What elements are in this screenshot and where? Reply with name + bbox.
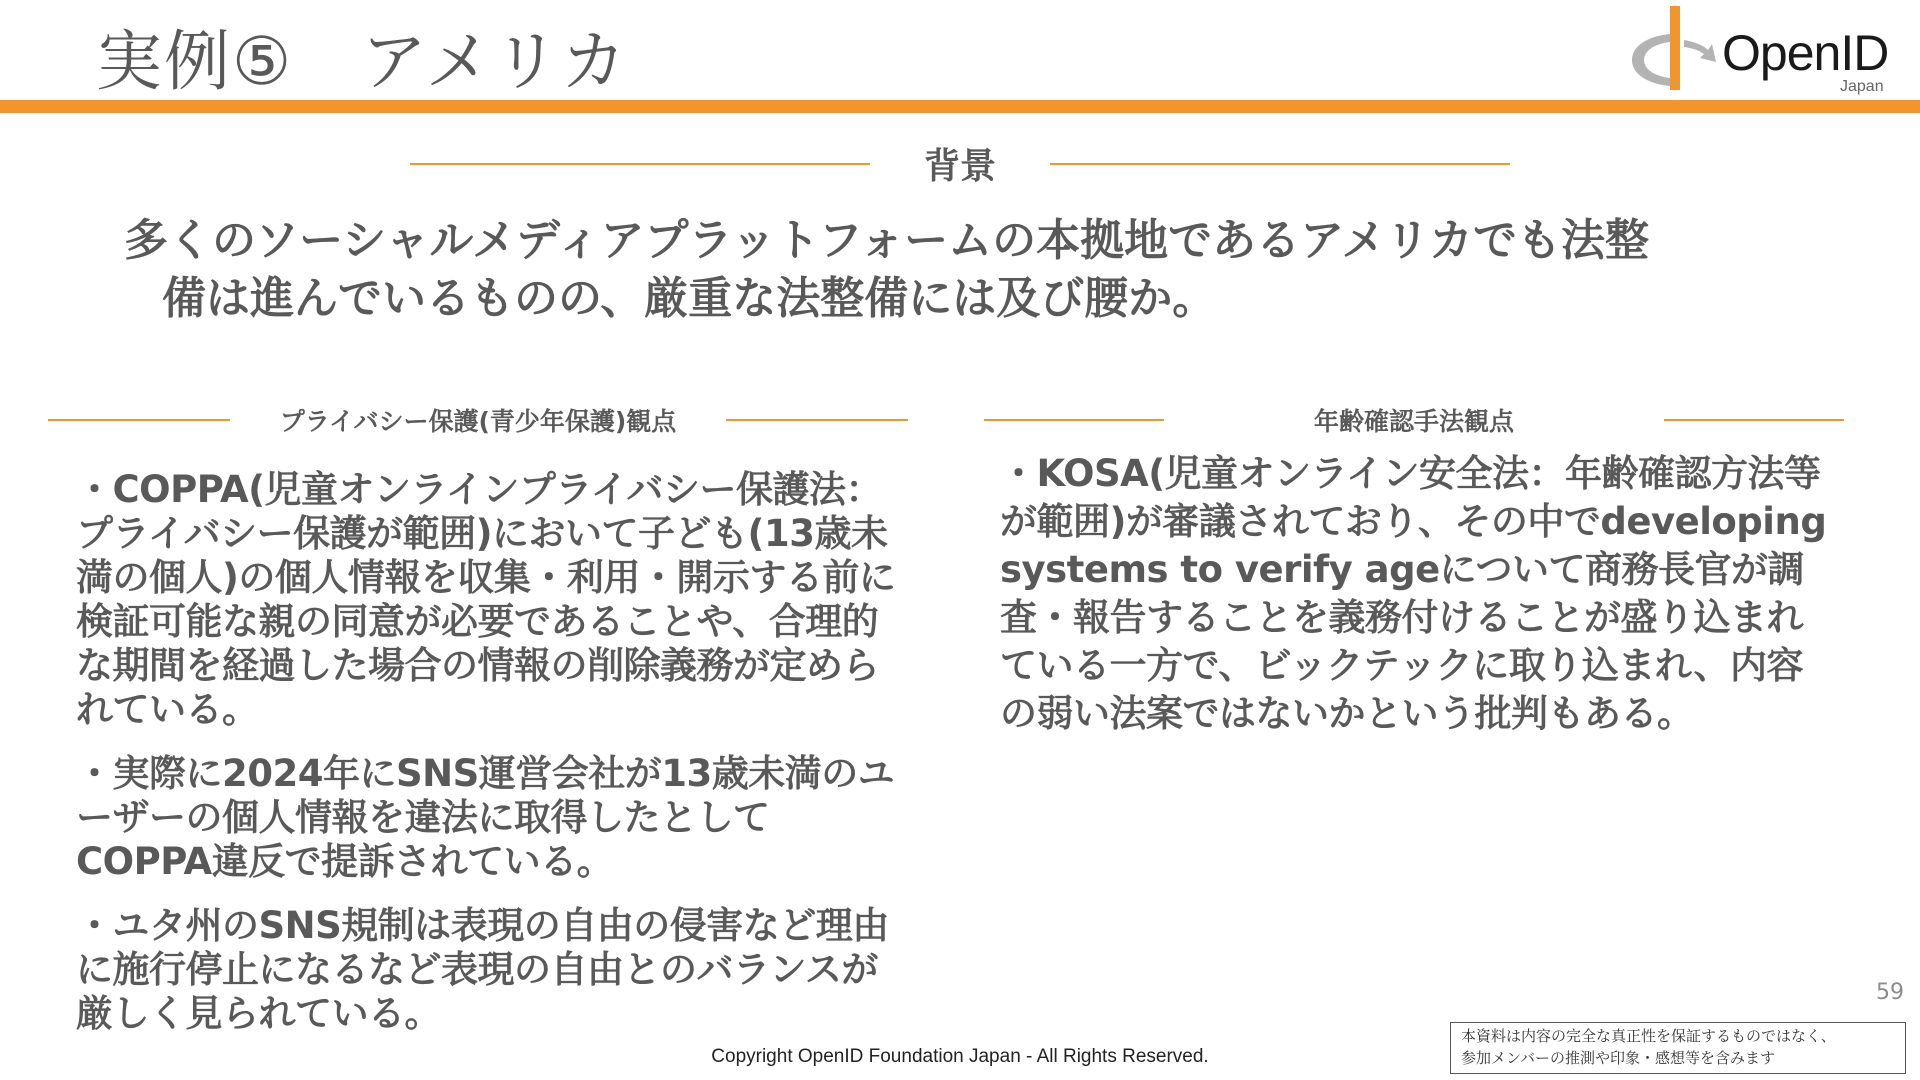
background-text xyxy=(124,212,1824,328)
logo-subtext: Japan xyxy=(1840,78,1884,95)
slide-title: 実例⑤ アメリカ xyxy=(96,23,629,100)
left-column-heading-label: プライバシー保護(青少年保護)観点 xyxy=(279,407,677,436)
right-column-heading xyxy=(984,402,1844,438)
page-number: 59 xyxy=(1876,980,1904,1005)
left-column-text xyxy=(76,468,896,1056)
openid-logo-icon xyxy=(1618,4,1728,96)
title-underline-bar xyxy=(0,100,1920,113)
background-heading-label: 背景 xyxy=(923,146,996,187)
copyright: Copyright OpenID Foundation Japan - All Rights Reserved. xyxy=(711,1046,1209,1067)
background-text-line1: 多くのソーシャルメディアプラットフォームの本拠地であるアメリカでも法整 xyxy=(124,215,1650,266)
disclaimer-line: 参加メンバーの推測や印象・感想等を含みます xyxy=(1461,1049,1775,1067)
right-column-text xyxy=(1000,450,1830,758)
heading-rule-left xyxy=(48,419,230,421)
heading-rule-left xyxy=(984,419,1164,421)
background-heading xyxy=(410,138,1510,189)
left-column-heading xyxy=(48,402,908,438)
heading-rule-right xyxy=(1050,163,1510,165)
heading-rule-right xyxy=(1664,419,1844,421)
background-text-line2: 備は進んでいるものの、厳重な法整備には及び腰か。 xyxy=(162,273,1217,324)
openid-logo xyxy=(1618,4,1898,96)
right-column-heading-label: 年齢確認手法観点 xyxy=(1313,407,1514,436)
list-item: ・ユタ州のSNS規制は表現の自由の侵害など理由に施行停止になるなど表現の自由とのバランスが厳しく見られている。 xyxy=(76,904,889,1035)
list-item: ・KOSA(児童オンライン安全法：年齢確認方法等が範囲)が審議されており、その中でdeveloping systems to verify ageについて商務長官が調査・報告することを義務付けることが盛り込まれている一方で、ビックテックに取り込まれ、内容の弱い法案ではないかという批判もある。 xyxy=(1000,452,1827,735)
heading-rule-right xyxy=(726,419,908,421)
logo-text: OpenID xyxy=(1722,25,1889,81)
disclaimer-line: 本資料は内容の完全な真正性を保証するものではなく、 xyxy=(1461,1027,1836,1045)
heading-rule-left xyxy=(410,163,870,165)
list-item: ・実際に2024年にSNS運営会社が13歳未満のユーザーの個人情報を違法に取得したとしてCOPPA違反で提訴されている。 xyxy=(76,752,895,883)
list-item: ・COPPA(児童オンラインプライバシー保護法：プライバシー保護が範囲)において子ども(13歳未満の個人)の個人情報を収集・利用・開示する前に検証可能な親の同意が必要であることや、合理的な期間を経過した場合の情報の削除義務が定められている。 xyxy=(76,468,896,731)
